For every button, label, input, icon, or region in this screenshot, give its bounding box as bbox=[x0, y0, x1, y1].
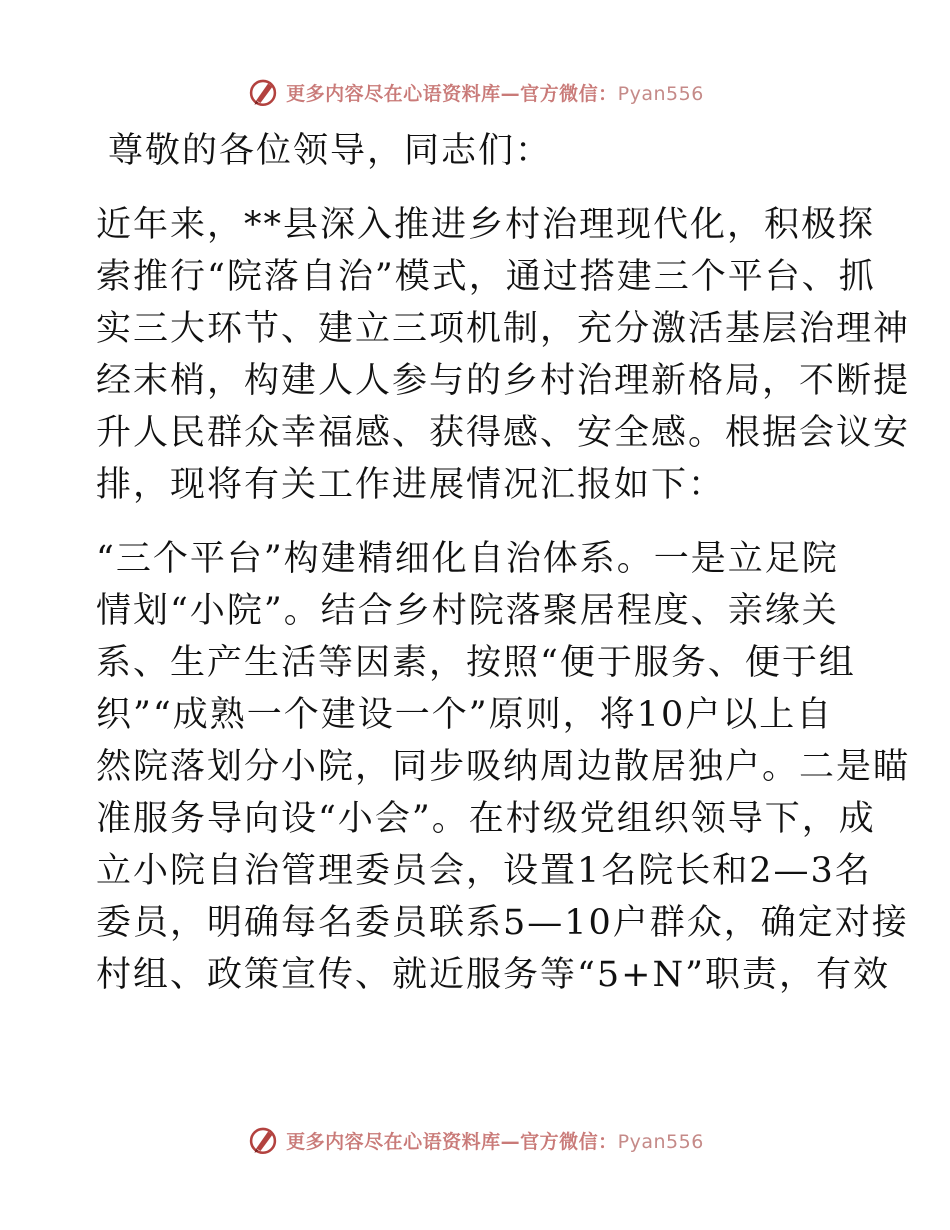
paragraph-line: 情划“小院”。结合乡村院落聚居程度、亲缘关 bbox=[96, 591, 839, 631]
watermark-text: 更多内容尽在心语资料库—官方微信：Pyan556 bbox=[286, 1130, 704, 1153]
paragraph-line: 织”“成熟一个建设一个”原则，将10户以上自 bbox=[96, 695, 834, 735]
paragraph-line: 委员，明确每名委员联系5—10户群众，确定对接 bbox=[96, 903, 909, 943]
footer-watermark bbox=[0, 1120, 950, 1160]
pen-logo-icon bbox=[246, 1123, 280, 1157]
watermark-wechat-id: Pyan556 bbox=[617, 1130, 704, 1153]
paragraph-line: 升人民群众幸福感、获得感、安全感。根据会议安 bbox=[96, 413, 911, 453]
greeting: 尊敬的各位领导，同志们： bbox=[108, 131, 553, 171]
paragraph-intro bbox=[96, 199, 911, 511]
paragraph-line: 村组、政策宣传、就近服务等“5+N”职责，有效 bbox=[96, 955, 891, 995]
document-body bbox=[96, 125, 911, 1001]
paragraph-line: 近年来，**县深入推进乡村治理现代化，积极探 bbox=[96, 205, 876, 245]
paragraph-line: 实三大环节、建立三项机制，充分激活基层治理神 bbox=[96, 309, 911, 349]
paragraph-line: 排，现将有关工作进展情况汇报如下： bbox=[96, 465, 726, 505]
paragraph-line: 系、生产生活等因素，按照“便于服务、便于组 bbox=[96, 643, 856, 683]
watermark-wechat-id: Pyan556 bbox=[617, 82, 704, 105]
paragraph-line: 准服务导向设“小会”。在村级党组织领导下，成 bbox=[96, 799, 876, 839]
pen-logo-icon bbox=[246, 75, 280, 109]
header-watermark bbox=[0, 72, 950, 112]
paragraph-line: 立小院自治管理委员会，设置1名院长和2—3名 bbox=[96, 851, 872, 891]
paragraph-line: 然院落划分小院，同步吸纳周边散居独户。二是瞄 bbox=[96, 747, 911, 787]
paragraph-line: 索推行“院落自治”模式，通过搭建三个平台、抓 bbox=[96, 257, 876, 297]
paragraph-line: 经末梢，构建人人参与的乡村治理新格局，不断提 bbox=[96, 361, 911, 401]
paragraph-three-platforms bbox=[96, 533, 911, 1001]
paragraph-line: “三个平台”构建精细化自治体系。一是立足院 bbox=[96, 539, 839, 579]
watermark-text: 更多内容尽在心语资料库—官方微信：Pyan556 bbox=[286, 82, 704, 105]
